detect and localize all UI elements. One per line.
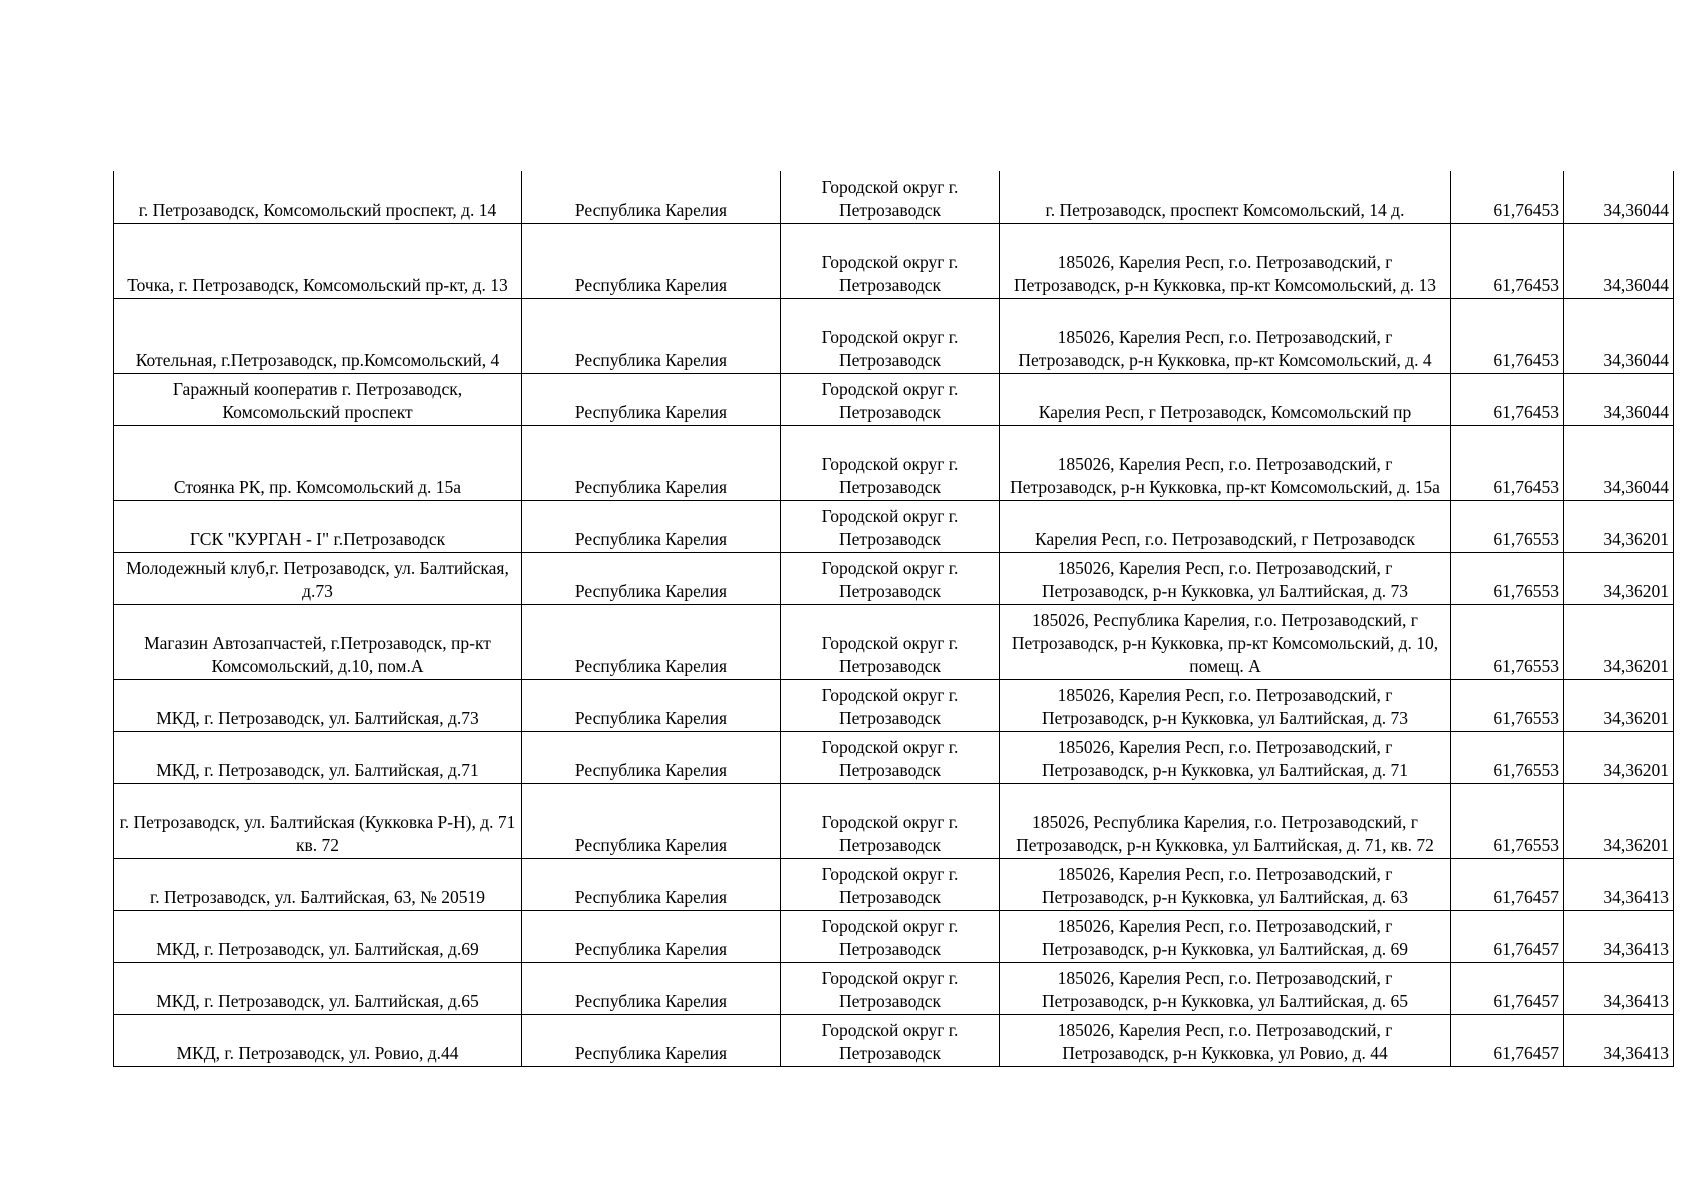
table-row [114, 731, 1674, 783]
longitude-cell: 34,36413 [1564, 858, 1674, 910]
longitude-cell: 34,36201 [1564, 552, 1674, 604]
address-cell: г. Петрозаводск, проспект Комсомольский, 14 д. [1000, 171, 1451, 223]
region-cell: Республика Карелия [522, 783, 781, 858]
longitude-cell: 34,36201 [1564, 604, 1674, 679]
region-cell: Республика Карелия [522, 552, 781, 604]
longitude-cell: 34,36201 [1564, 679, 1674, 731]
table-body [114, 171, 1674, 1066]
latitude-cell: 61,76553 [1451, 679, 1564, 731]
longitude-cell: 34,36044 [1564, 425, 1674, 500]
address-cell: 185026, Карелия Респ, г.о. Петрозаводский, г Петрозаводск, р-н Кукковка, ул Балтийская, д. 71 [1000, 731, 1451, 783]
address-cell: 185026, Карелия Респ, г.о. Петрозаводский, г Петрозаводск, р-н Кукковка, ул Балтийская, д. 65 [1000, 962, 1451, 1014]
region-cell: Республика Карелия [522, 731, 781, 783]
object-name-cell: г. Петрозаводск, ул. Балтийская, 63, № 20519 [114, 858, 522, 910]
municipality-cell: Городской округ г. Петрозаводск [781, 679, 1000, 731]
table-row [114, 298, 1674, 373]
region-cell: Республика Карелия [522, 910, 781, 962]
latitude-cell: 61,76457 [1451, 910, 1564, 962]
latitude-cell: 61,76553 [1451, 604, 1564, 679]
table-row [114, 679, 1674, 731]
object-name-cell: Гаражный кооператив г. Петрозаводск, Комсомольский проспект [114, 373, 522, 425]
object-name-cell: Точка, г. Петрозаводск, Комсомольский пр-кт, д. 13 [114, 223, 522, 298]
object-name-cell: МКД, г. Петрозаводск, ул. Балтийская, д.69 [114, 910, 522, 962]
table-row [114, 373, 1674, 425]
object-name-cell: МКД, г. Петрозаводск, ул. Балтийская, д.71 [114, 731, 522, 783]
object-name-cell: г. Петрозаводск, ул. Балтийская (Кукковка Р-Н), д. 71 кв. 72 [114, 783, 522, 858]
latitude-cell: 61,76553 [1451, 731, 1564, 783]
longitude-cell: 34,36044 [1564, 373, 1674, 425]
address-cell: 185026, Карелия Респ, г.о. Петрозаводский, г Петрозаводск, р-н Кукковка, ул Балтийская, д. 63 [1000, 858, 1451, 910]
address-cell: 185026, Республика Карелия, г.о. Петрозаводский, г Петрозаводск, р-н Кукковка, пр-кт Комсомольский, д. 10, помещ. А [1000, 604, 1451, 679]
table-row [114, 783, 1674, 858]
longitude-cell: 34,36044 [1564, 298, 1674, 373]
address-cell: Карелия Респ, г.о. Петрозаводский, г Петрозаводск [1000, 500, 1451, 552]
table-row [114, 910, 1674, 962]
object-name-cell: ГСК "КУРГАН - I" г.Петрозаводск [114, 500, 522, 552]
region-cell: Республика Карелия [522, 1014, 781, 1066]
address-cell: 185026, Карелия Респ, г.о. Петрозаводский, г Петрозаводск, р-н Кукковка, ул Ровио, д. 44 [1000, 1014, 1451, 1066]
table-row [114, 500, 1674, 552]
region-cell: Республика Карелия [522, 679, 781, 731]
latitude-cell: 61,76457 [1451, 858, 1564, 910]
region-cell: Республика Карелия [522, 298, 781, 373]
table-row [114, 425, 1674, 500]
municipality-cell: Городской округ г. Петрозаводск [781, 500, 1000, 552]
region-cell: Республика Карелия [522, 962, 781, 1014]
latitude-cell: 61,76453 [1451, 298, 1564, 373]
municipality-cell: Городской округ г. Петрозаводск [781, 962, 1000, 1014]
region-cell: Республика Карелия [522, 500, 781, 552]
latitude-cell: 61,76453 [1451, 171, 1564, 223]
municipality-cell: Городской округ г. Петрозаводск [781, 171, 1000, 223]
region-cell: Республика Карелия [522, 858, 781, 910]
address-cell: 185026, Карелия Респ, г.о. Петрозаводский, г Петрозаводск, р-н Кукковка, пр-кт Комсомольский, д. 15а [1000, 425, 1451, 500]
latitude-cell: 61,76453 [1451, 223, 1564, 298]
longitude-cell: 34,36044 [1564, 171, 1674, 223]
longitude-cell: 34,36413 [1564, 1014, 1674, 1066]
latitude-cell: 61,76553 [1451, 783, 1564, 858]
table-row [114, 858, 1674, 910]
municipality-cell: Городской округ г. Петрозаводск [781, 298, 1000, 373]
municipality-cell: Городской округ г. Петрозаводск [781, 858, 1000, 910]
municipality-cell: Городской округ г. Петрозаводск [781, 731, 1000, 783]
latitude-cell: 61,76453 [1451, 425, 1564, 500]
address-cell: Карелия Респ, г Петрозаводск, Комсомольский пр [1000, 373, 1451, 425]
region-cell: Республика Карелия [522, 604, 781, 679]
table-row [114, 552, 1674, 604]
address-cell: 185026, Карелия Респ, г.о. Петрозаводский, г Петрозаводск, р-н Кукковка, ул Балтийская, д. 73 [1000, 679, 1451, 731]
object-name-cell: г. Петрозаводск, Комсомольский проспект, д. 14 [114, 171, 522, 223]
region-cell: Республика Карелия [522, 171, 781, 223]
region-cell: Республика Карелия [522, 425, 781, 500]
address-cell: 185026, Карелия Респ, г.о. Петрозаводский, г Петрозаводск, р-н Кукковка, пр-кт Комсомольский, д. 4 [1000, 298, 1451, 373]
municipality-cell: Городской округ г. Петрозаводск [781, 1014, 1000, 1066]
latitude-cell: 61,76453 [1451, 373, 1564, 425]
longitude-cell: 34,36201 [1564, 500, 1674, 552]
object-name-cell: МКД, г. Петрозаводск, ул. Ровио, д.44 [114, 1014, 522, 1066]
latitude-cell: 61,76457 [1451, 1014, 1564, 1066]
region-cell: Республика Карелия [522, 373, 781, 425]
latitude-cell: 61,76457 [1451, 962, 1564, 1014]
municipality-cell: Городской округ г. Петрозаводск [781, 425, 1000, 500]
municipality-cell: Городской округ г. Петрозаводск [781, 373, 1000, 425]
municipality-cell: Городской округ г. Петрозаводск [781, 223, 1000, 298]
object-name-cell: Стоянка РК, пр. Комсомольский д. 15а [114, 425, 522, 500]
table-row [114, 604, 1674, 679]
address-cell: 185026, Карелия Респ, г.о. Петрозаводский, г Петрозаводск, р-н Кукковка, ул Балтийская, д. 69 [1000, 910, 1451, 962]
municipality-cell: Городской округ г. Петрозаводск [781, 783, 1000, 858]
longitude-cell: 34,36201 [1564, 731, 1674, 783]
table-row [114, 962, 1674, 1014]
object-name-cell: Магазин Автозапчастей, г.Петрозаводск, пр-кт Комсомольский, д.10, пом.А [114, 604, 522, 679]
longitude-cell: 34,36044 [1564, 223, 1674, 298]
object-name-cell: Котельная, г.Петрозаводск, пр.Комсомольский, 4 [114, 298, 522, 373]
table-row [114, 223, 1674, 298]
object-name-cell: Молодежный клуб,г. Петрозаводск, ул. Балтийская, д.73 [114, 552, 522, 604]
address-cell: 185026, Карелия Респ, г.о. Петрозаводский, г Петрозаводск, р-н Кукковка, ул Балтийская, д. 73 [1000, 552, 1451, 604]
longitude-cell: 34,36201 [1564, 783, 1674, 858]
latitude-cell: 61,76553 [1451, 552, 1564, 604]
object-name-cell: МКД, г. Петрозаводск, ул. Балтийская, д.73 [114, 679, 522, 731]
longitude-cell: 34,36413 [1564, 910, 1674, 962]
municipality-cell: Городской округ г. Петрозаводск [781, 552, 1000, 604]
longitude-cell: 34,36413 [1564, 962, 1674, 1014]
object-name-cell: МКД, г. Петрозаводск, ул. Балтийская, д.65 [114, 962, 522, 1014]
municipality-cell: Городской округ г. Петрозаводск [781, 910, 1000, 962]
table-row [114, 1014, 1674, 1066]
region-cell: Республика Карелия [522, 223, 781, 298]
address-cell: 185026, Карелия Респ, г.о. Петрозаводский, г Петрозаводск, р-н Кукковка, пр-кт Комсомольский, д. 13 [1000, 223, 1451, 298]
table-row [114, 171, 1674, 223]
address-registry-table [113, 171, 1674, 1067]
address-cell: 185026, Республика Карелия, г.о. Петрозаводский, г Петрозаводск, р-н Кукковка, ул Балтийская, д. 71, кв. 72 [1000, 783, 1451, 858]
latitude-cell: 61,76553 [1451, 500, 1564, 552]
municipality-cell: Городской округ г. Петрозаводск [781, 604, 1000, 679]
